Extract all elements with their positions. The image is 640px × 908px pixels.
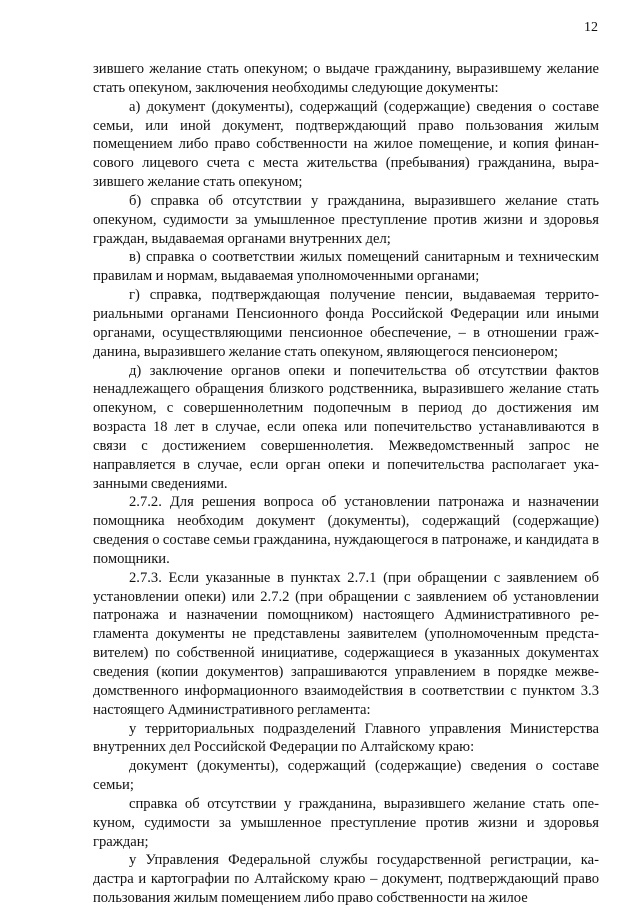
paragraph-item-v: в) справка о соответствии жилых помещений санитарным и техническим правилам и нормам, выдаваемая уполномоченными органами; <box>93 249 599 285</box>
paragraph-item-g: г) справка, подтверждающая получение пенсии, выдаваемая территориальными органами Пенсионного фонда Российской Федерации или иными органами, осуществляющими пенсионное обеспечение, – в отношении гражданина, выразившего желание стать опекуном, являющегося пенсионером; <box>93 287 599 360</box>
paragraph-mvd-requests: у территориальных подразделений Главного управления Министерства внутренних дел Российской Федерации по Алтайскому краю: <box>93 720 599 756</box>
paragraph-rosreestr: у Управления Федеральной службы государственной регистрации, кадастра и картографии по Алтайскому краю – документ, подтверждающий право пользования жилым помещением либо право собственности на жилое <box>93 852 599 907</box>
document-body <box>93 60 599 908</box>
paragraph-item-d: д) заключение органов опеки и попечительства об отсутствии фактов ненадлежащего обращения близкого родственника, выразившего желание стать опекуном, с совершеннолетним подопечным в период до достижения им возраста 18 лет в случае, если опека или попечительство устанавливаются в связи с достижением совершеннолетия. Межведомственный запрос не направляется в случае, если орган опеки и попечительства располагает указанными сведениями. <box>93 362 599 492</box>
paragraph-item-a: а) документ (документы), содержащий (содержащие) сведения о составе семьи, или иной документ, подтверждающий право пользования жилым помещением либо право собственности на жилое помещение, и копия финансового лицевого счета с места жительства (пребывания) гражданина, выразившего желание стать опекуном; <box>93 98 599 191</box>
page-number: 12 <box>584 20 598 35</box>
paragraph-item-b: б) справка об отсутствии у гражданина, выразившего желание стать опекуном, судимости за умышленное преступление против жизни и здоровья граждан, выдаваемая органами внутренних дел; <box>93 192 599 247</box>
paragraph-continuation: зившего желание стать опекуном; о выдаче гражданину, выразившему желание стать опекуном, заключения необходимы следующие документы: <box>93 61 599 96</box>
paragraph-family-document: документ (документы), содержащий (содержащие) сведения о составе семьи; <box>93 758 599 794</box>
paragraph-2-7-2: 2.7.2. Для решения вопроса об установлении патронажа и назначении помощника необходим документ (документы), содержащий (содержащие) сведения о составе семьи гражданина, нуждающегося в патронаже, и кандидата в помощники. <box>93 494 599 567</box>
paragraph-criminal-record: справка об отсутствии у гражданина, выразившего желание стать опекуном, судимости за умышленное преступление против жизни и здоровья граждан; <box>93 795 599 850</box>
paragraph-2-7-3: 2.7.3. Если указанные в пунктах 2.7.1 (при обращении с заявлением об установлении опеки) или 2.7.2 (при обращении с заявлением об установлении патронажа и назначении помощником) настоящего Административного регламента документы не представлены заявителем (уполномоченным представителем) по собственной инициативе, содержащиеся в указанных документах сведения (копии документов) запрашиваются управлением в порядке межведомственного информационного взаимодействия в соответствии с пунктом 3.3 настоящего Административного регламента: <box>93 569 599 718</box>
